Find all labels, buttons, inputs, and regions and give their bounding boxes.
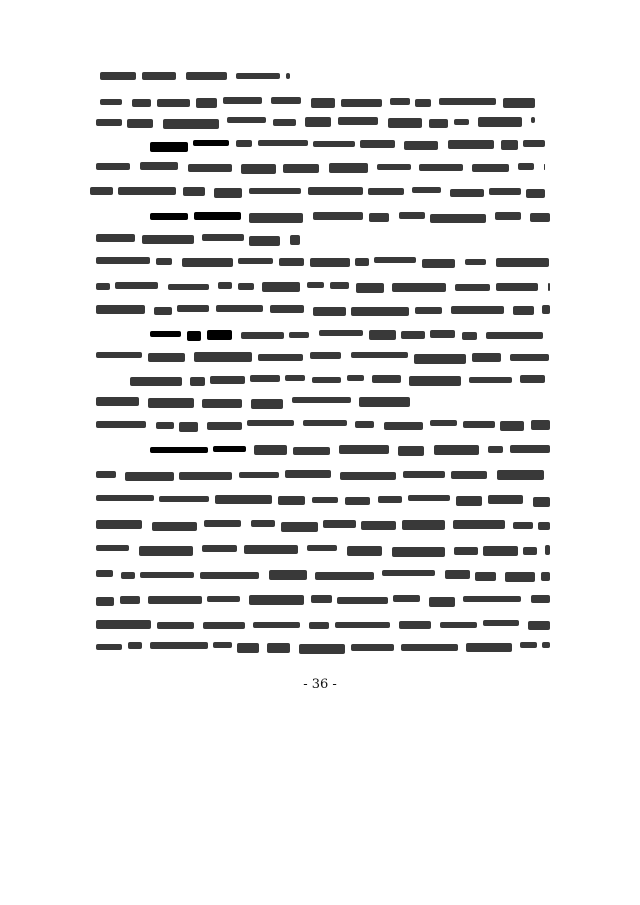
word-glyph bbox=[402, 520, 445, 530]
text-line bbox=[0, 280, 640, 292]
text-line bbox=[0, 95, 640, 107]
word-glyph bbox=[310, 258, 350, 267]
word-glyph bbox=[313, 141, 355, 147]
word-glyph bbox=[392, 547, 445, 557]
word-glyph bbox=[330, 282, 349, 289]
word-glyph bbox=[356, 283, 384, 293]
text-line bbox=[0, 443, 640, 455]
word-glyph bbox=[150, 213, 188, 220]
word-glyph bbox=[115, 282, 158, 289]
word-glyph bbox=[238, 258, 273, 264]
word-glyph bbox=[196, 98, 217, 108]
word-glyph bbox=[393, 595, 420, 602]
word-glyph bbox=[241, 164, 276, 174]
text-line bbox=[0, 543, 640, 555]
text-line bbox=[0, 593, 640, 605]
word-glyph bbox=[223, 97, 262, 104]
word-glyph bbox=[253, 622, 300, 628]
word-glyph bbox=[150, 447, 208, 453]
word-glyph bbox=[279, 258, 304, 266]
text-line bbox=[0, 418, 640, 430]
word-glyph bbox=[286, 73, 290, 79]
word-glyph bbox=[530, 213, 550, 222]
word-glyph bbox=[489, 188, 521, 195]
word-glyph bbox=[451, 471, 487, 479]
word-glyph bbox=[315, 572, 374, 580]
word-glyph bbox=[121, 572, 135, 579]
text-line bbox=[0, 493, 640, 505]
word-glyph bbox=[179, 472, 232, 480]
word-glyph bbox=[382, 570, 435, 576]
word-glyph bbox=[213, 446, 246, 452]
word-glyph bbox=[401, 644, 458, 651]
word-glyph bbox=[90, 187, 113, 195]
word-glyph bbox=[440, 622, 477, 628]
word-glyph bbox=[125, 472, 174, 481]
word-glyph bbox=[214, 188, 242, 198]
word-glyph bbox=[159, 496, 209, 502]
text-line bbox=[0, 160, 640, 172]
word-glyph bbox=[497, 470, 544, 480]
word-glyph bbox=[462, 332, 477, 340]
word-glyph bbox=[483, 620, 519, 626]
word-glyph bbox=[496, 283, 538, 291]
word-glyph bbox=[500, 421, 524, 431]
word-glyph bbox=[401, 331, 425, 339]
word-glyph bbox=[258, 354, 303, 361]
word-glyph bbox=[128, 642, 142, 649]
word-glyph bbox=[278, 496, 305, 505]
word-glyph bbox=[96, 234, 135, 242]
word-glyph bbox=[218, 282, 232, 289]
page-number: - 36 - bbox=[303, 677, 337, 692]
word-glyph bbox=[360, 140, 395, 148]
word-glyph bbox=[96, 570, 113, 577]
word-glyph bbox=[247, 420, 294, 426]
word-glyph bbox=[520, 642, 537, 648]
word-glyph bbox=[518, 163, 534, 170]
text-line bbox=[0, 518, 640, 530]
text-line bbox=[0, 640, 640, 652]
word-glyph bbox=[194, 352, 252, 362]
word-glyph bbox=[422, 259, 455, 268]
word-glyph bbox=[281, 522, 318, 532]
word-glyph bbox=[241, 332, 284, 339]
word-glyph bbox=[351, 352, 408, 358]
word-glyph bbox=[187, 331, 201, 341]
word-glyph bbox=[337, 597, 388, 604]
word-glyph bbox=[408, 495, 450, 501]
word-glyph bbox=[453, 520, 505, 529]
word-glyph bbox=[368, 188, 404, 195]
text-line bbox=[0, 468, 640, 480]
word-glyph bbox=[372, 375, 401, 383]
word-glyph bbox=[202, 545, 237, 552]
word-glyph bbox=[267, 643, 290, 653]
word-glyph bbox=[204, 520, 241, 527]
word-glyph bbox=[142, 235, 194, 244]
word-glyph bbox=[351, 307, 409, 316]
word-glyph bbox=[96, 257, 150, 264]
word-glyph bbox=[472, 353, 501, 362]
word-glyph bbox=[262, 282, 300, 292]
word-glyph bbox=[542, 305, 550, 314]
word-glyph bbox=[311, 595, 332, 603]
word-glyph bbox=[177, 305, 209, 312]
word-glyph bbox=[150, 331, 181, 337]
word-glyph bbox=[414, 354, 466, 364]
word-glyph bbox=[250, 375, 280, 382]
word-glyph bbox=[545, 545, 550, 555]
word-glyph bbox=[148, 398, 194, 408]
word-glyph bbox=[285, 375, 305, 381]
word-glyph bbox=[156, 422, 174, 429]
word-glyph bbox=[96, 397, 139, 406]
word-glyph bbox=[531, 117, 535, 123]
word-glyph bbox=[96, 421, 146, 428]
word-glyph bbox=[308, 187, 363, 195]
word-glyph bbox=[329, 163, 368, 173]
word-glyph bbox=[132, 99, 151, 107]
word-glyph bbox=[96, 495, 154, 501]
word-glyph bbox=[503, 98, 535, 108]
word-glyph bbox=[466, 643, 512, 652]
word-glyph bbox=[451, 306, 504, 314]
word-glyph bbox=[207, 422, 242, 430]
word-glyph bbox=[412, 187, 441, 193]
word-glyph bbox=[150, 142, 188, 152]
word-glyph bbox=[313, 212, 363, 220]
word-glyph bbox=[377, 164, 411, 170]
word-glyph bbox=[531, 595, 550, 603]
word-glyph bbox=[533, 497, 550, 507]
word-glyph bbox=[404, 141, 438, 150]
word-glyph bbox=[399, 621, 431, 629]
word-glyph bbox=[183, 187, 205, 196]
word-glyph bbox=[523, 140, 545, 147]
word-glyph bbox=[495, 212, 521, 220]
text-line bbox=[0, 568, 640, 580]
word-glyph bbox=[251, 520, 275, 527]
word-glyph bbox=[430, 330, 455, 338]
word-glyph bbox=[548, 283, 550, 291]
text-line bbox=[0, 255, 640, 267]
word-glyph bbox=[307, 545, 337, 551]
word-glyph bbox=[463, 596, 521, 602]
word-glyph bbox=[120, 596, 140, 604]
word-glyph bbox=[312, 377, 341, 383]
word-glyph bbox=[237, 643, 259, 653]
word-glyph bbox=[313, 307, 346, 316]
word-glyph bbox=[96, 545, 129, 551]
word-glyph bbox=[258, 140, 308, 146]
word-glyph bbox=[384, 422, 423, 430]
word-glyph bbox=[415, 99, 431, 107]
word-glyph bbox=[398, 446, 424, 456]
text-line bbox=[0, 115, 640, 127]
text-line bbox=[0, 350, 640, 362]
word-glyph bbox=[361, 521, 396, 530]
text-line bbox=[0, 328, 640, 340]
word-glyph bbox=[168, 284, 209, 290]
word-glyph bbox=[207, 330, 232, 340]
word-glyph bbox=[293, 447, 330, 455]
word-glyph bbox=[399, 212, 425, 219]
text-line bbox=[0, 373, 640, 385]
word-glyph bbox=[347, 546, 382, 556]
word-glyph bbox=[142, 72, 176, 80]
word-glyph bbox=[307, 282, 324, 288]
word-glyph bbox=[369, 213, 389, 222]
word-glyph bbox=[520, 375, 545, 383]
word-glyph bbox=[538, 522, 550, 530]
word-glyph bbox=[249, 595, 304, 605]
word-glyph bbox=[193, 140, 229, 146]
word-glyph bbox=[434, 445, 479, 455]
word-glyph bbox=[310, 352, 341, 359]
word-glyph bbox=[351, 644, 394, 651]
word-glyph bbox=[523, 547, 537, 555]
word-glyph bbox=[179, 422, 198, 432]
word-glyph bbox=[469, 377, 512, 383]
word-glyph bbox=[445, 570, 470, 579]
word-glyph bbox=[465, 259, 486, 265]
word-glyph bbox=[200, 572, 259, 579]
word-glyph bbox=[510, 445, 550, 453]
word-glyph bbox=[148, 353, 185, 362]
word-glyph bbox=[271, 97, 301, 104]
word-glyph bbox=[182, 258, 233, 267]
word-glyph bbox=[374, 257, 416, 263]
word-glyph bbox=[501, 140, 518, 150]
word-glyph bbox=[207, 596, 240, 602]
word-glyph bbox=[249, 213, 303, 223]
word-glyph bbox=[472, 164, 509, 172]
word-glyph bbox=[238, 283, 254, 290]
word-glyph bbox=[96, 644, 122, 650]
word-glyph bbox=[355, 421, 374, 428]
word-glyph bbox=[269, 570, 307, 580]
word-glyph bbox=[429, 119, 448, 128]
word-glyph bbox=[239, 472, 279, 478]
word-glyph bbox=[216, 305, 263, 312]
word-glyph bbox=[202, 399, 242, 408]
word-glyph bbox=[541, 572, 550, 581]
word-glyph bbox=[188, 164, 232, 172]
word-glyph bbox=[305, 117, 331, 127]
word-glyph bbox=[311, 98, 335, 108]
word-glyph bbox=[312, 497, 338, 503]
word-glyph bbox=[236, 73, 280, 79]
word-glyph bbox=[154, 307, 172, 315]
word-glyph bbox=[513, 522, 533, 529]
word-glyph bbox=[249, 236, 280, 246]
word-glyph bbox=[510, 354, 549, 361]
word-glyph bbox=[531, 420, 550, 430]
word-glyph bbox=[430, 214, 486, 223]
word-glyph bbox=[544, 164, 545, 170]
text-line bbox=[0, 185, 640, 197]
word-glyph bbox=[157, 99, 190, 107]
word-glyph bbox=[335, 622, 390, 628]
word-glyph bbox=[355, 258, 369, 266]
word-glyph bbox=[403, 471, 445, 478]
word-glyph bbox=[359, 397, 410, 407]
word-glyph bbox=[194, 212, 241, 220]
word-glyph bbox=[96, 119, 122, 126]
word-glyph bbox=[215, 495, 272, 504]
word-glyph bbox=[419, 164, 463, 171]
word-glyph bbox=[486, 332, 543, 339]
word-glyph bbox=[202, 234, 244, 241]
word-glyph bbox=[96, 520, 142, 529]
word-glyph bbox=[338, 117, 378, 125]
word-glyph bbox=[100, 72, 136, 80]
word-glyph bbox=[254, 445, 287, 455]
word-glyph bbox=[450, 189, 484, 197]
word-glyph bbox=[150, 642, 208, 649]
word-glyph bbox=[96, 283, 110, 290]
word-glyph bbox=[139, 546, 193, 556]
word-glyph bbox=[96, 305, 145, 314]
word-glyph bbox=[303, 420, 347, 426]
word-glyph bbox=[292, 397, 351, 403]
word-glyph bbox=[415, 307, 442, 314]
word-glyph bbox=[244, 545, 298, 554]
word-glyph bbox=[299, 644, 345, 654]
word-glyph bbox=[409, 376, 461, 386]
word-glyph bbox=[190, 377, 205, 386]
word-glyph bbox=[203, 622, 245, 629]
word-glyph bbox=[148, 596, 202, 604]
word-glyph bbox=[388, 118, 422, 128]
word-glyph bbox=[213, 642, 232, 648]
word-glyph bbox=[118, 187, 176, 195]
word-glyph bbox=[157, 622, 194, 629]
word-glyph bbox=[430, 420, 457, 426]
word-glyph bbox=[323, 520, 356, 528]
word-glyph bbox=[289, 332, 309, 338]
text-line bbox=[0, 210, 640, 222]
word-glyph bbox=[210, 376, 245, 384]
word-glyph bbox=[528, 621, 550, 630]
text-line bbox=[0, 70, 640, 82]
word-glyph bbox=[96, 352, 142, 358]
text-line bbox=[0, 138, 640, 150]
word-glyph bbox=[378, 496, 402, 503]
word-glyph bbox=[273, 119, 296, 126]
word-glyph bbox=[249, 188, 301, 194]
word-glyph bbox=[270, 305, 304, 313]
word-glyph bbox=[96, 471, 116, 478]
word-glyph bbox=[339, 445, 389, 454]
word-glyph bbox=[130, 377, 182, 386]
word-glyph bbox=[341, 99, 382, 107]
word-glyph bbox=[163, 119, 219, 129]
word-glyph bbox=[392, 283, 446, 292]
word-glyph bbox=[309, 622, 329, 629]
word-glyph bbox=[429, 597, 455, 607]
word-glyph bbox=[475, 572, 496, 581]
word-glyph bbox=[488, 495, 523, 504]
word-glyph bbox=[290, 235, 300, 245]
word-glyph bbox=[455, 284, 490, 291]
text-line bbox=[0, 303, 640, 315]
text-line bbox=[0, 618, 640, 630]
word-glyph bbox=[478, 117, 522, 127]
word-glyph bbox=[152, 522, 197, 531]
word-glyph bbox=[127, 119, 153, 128]
word-glyph bbox=[454, 547, 478, 555]
text-line bbox=[0, 395, 640, 407]
word-glyph bbox=[251, 399, 283, 409]
word-glyph bbox=[186, 72, 227, 80]
word-glyph bbox=[454, 119, 469, 125]
word-glyph bbox=[463, 421, 495, 428]
word-glyph bbox=[488, 446, 503, 453]
word-glyph bbox=[369, 330, 396, 340]
word-glyph bbox=[227, 117, 266, 123]
word-glyph bbox=[283, 164, 319, 173]
word-glyph bbox=[439, 98, 496, 105]
word-glyph bbox=[345, 497, 370, 505]
word-glyph bbox=[505, 572, 535, 582]
word-glyph bbox=[285, 470, 331, 478]
word-glyph bbox=[236, 140, 252, 147]
word-glyph bbox=[390, 98, 410, 105]
word-glyph bbox=[513, 306, 534, 315]
word-glyph bbox=[319, 330, 363, 336]
word-glyph bbox=[140, 572, 194, 578]
word-glyph bbox=[448, 140, 494, 149]
word-glyph bbox=[96, 163, 130, 170]
word-glyph bbox=[100, 99, 122, 105]
text-line bbox=[0, 232, 640, 244]
word-glyph bbox=[140, 162, 178, 170]
word-glyph bbox=[96, 620, 151, 629]
word-glyph bbox=[347, 375, 364, 381]
word-glyph bbox=[340, 472, 396, 480]
word-glyph bbox=[526, 189, 545, 198]
word-glyph bbox=[456, 496, 482, 506]
word-glyph bbox=[542, 642, 550, 648]
word-glyph bbox=[156, 258, 172, 265]
word-glyph bbox=[96, 597, 114, 606]
word-glyph bbox=[483, 546, 518, 556]
word-glyph bbox=[496, 258, 549, 267]
